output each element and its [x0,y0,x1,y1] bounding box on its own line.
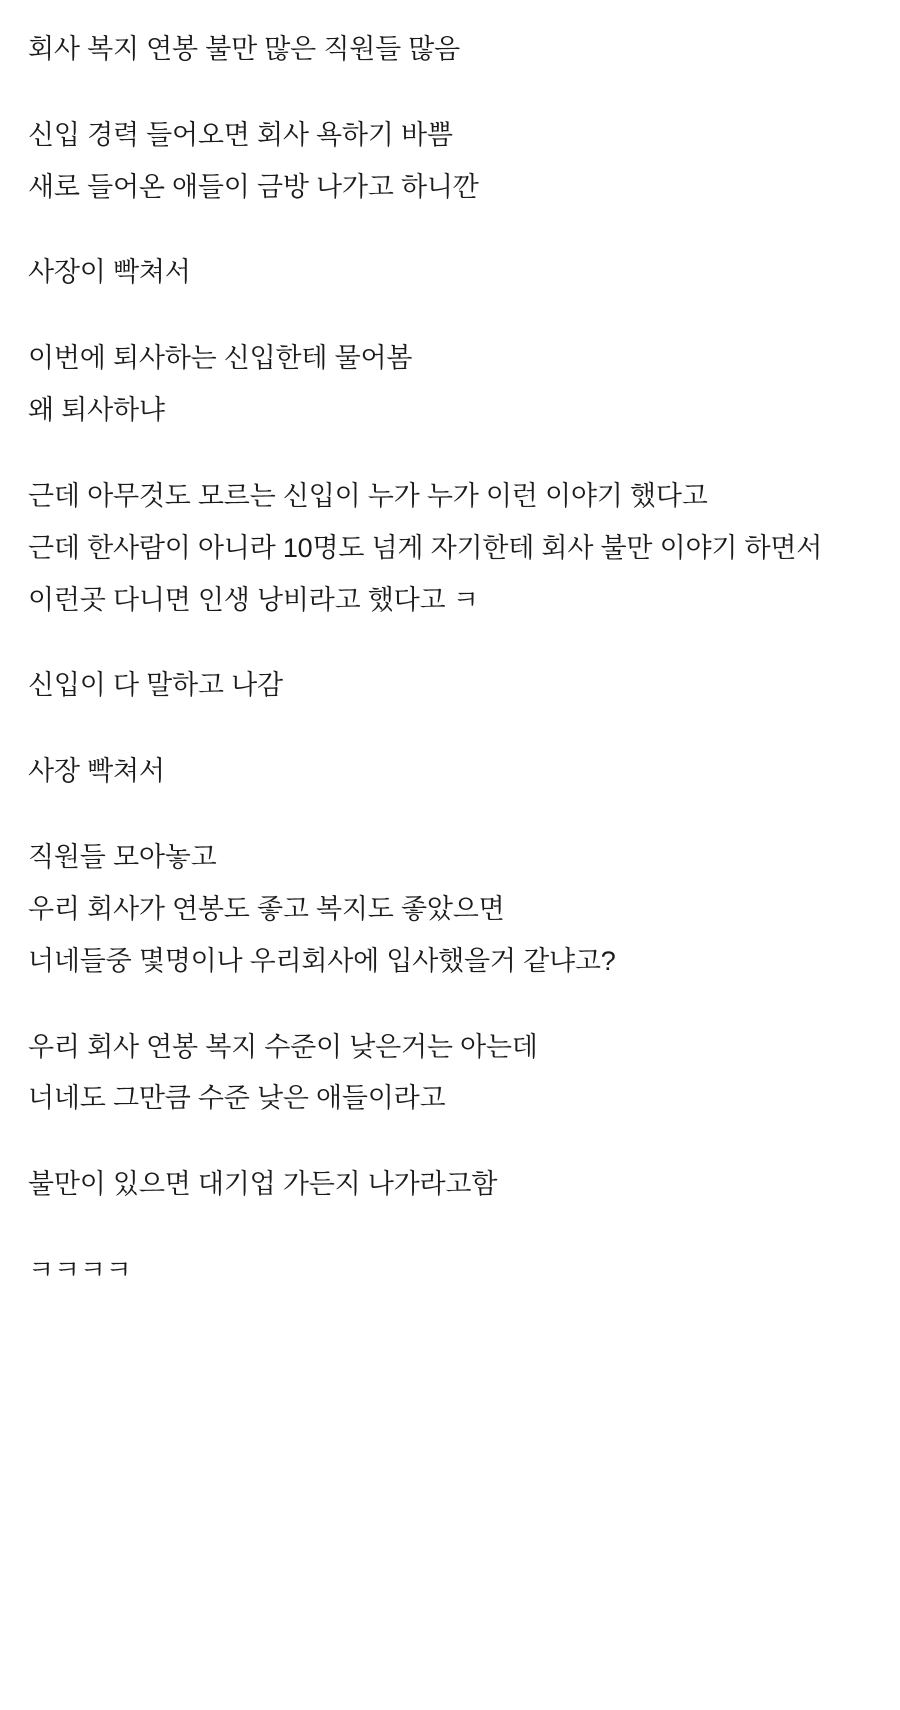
post-paragraph [28,660,872,712]
post-line: 너네들중 몇명이나 우리회사에 입사했을거 같냐고? [28,945,616,976]
post-paragraph [28,1245,872,1297]
post-line: 이번에 퇴사하는 신입한테 물어봄 [28,343,413,374]
post-paragraph [28,471,872,626]
post-line: 사장이 빡쳐서 [28,257,191,288]
post-line: 신입 경력 들어오면 회사 욕하기 바쁨 [28,119,453,150]
post-paragraph [28,110,872,214]
post-line: 우리 회사 연봉 복지 수준이 낮은거는 아는데 [28,1031,538,1062]
post-line: 우리 회사가 연봉도 좋고 복지도 좋았으면 [28,893,505,924]
post-paragraph [28,1159,872,1211]
post-line: 새로 들어온 애들이 금방 나가고 하니깐 [28,171,479,202]
post-line: 사장 빡쳐서 [28,756,165,787]
post-line: ㅋㅋㅋㅋ [28,1255,132,1286]
post-line: 너네도 그만큼 수준 낮은 애들이라고 [28,1083,446,1114]
post-paragraph [28,746,872,798]
post-line: 직원들 모아놓고 [28,842,217,873]
post-line: 왜 퇴사하냐 [28,395,165,426]
post-paragraph [28,1022,872,1126]
post-paragraph [28,247,872,299]
post-line: 불만이 있으면 대기업 가든지 나가라고함 [28,1169,498,1200]
post-paragraph [28,832,872,987]
post-paragraph [28,24,872,76]
post-line: 회사 복지 연봉 불만 많은 직원들 많음 [28,34,461,64]
post-line: 이런곳 다니면 인생 낭비라고 했다고 ㅋ [28,584,479,615]
post-line: 신입이 다 말하고 나감 [28,670,283,701]
post-line: 근데 한사람이 아니라 10명도 넘게 자기한테 회사 불만 이야기 하면서 [28,532,823,563]
post-paragraph [28,333,872,437]
post-line: 근데 아무것도 모르는 신입이 누가 누가 이런 이야기 했다고 [28,480,708,511]
